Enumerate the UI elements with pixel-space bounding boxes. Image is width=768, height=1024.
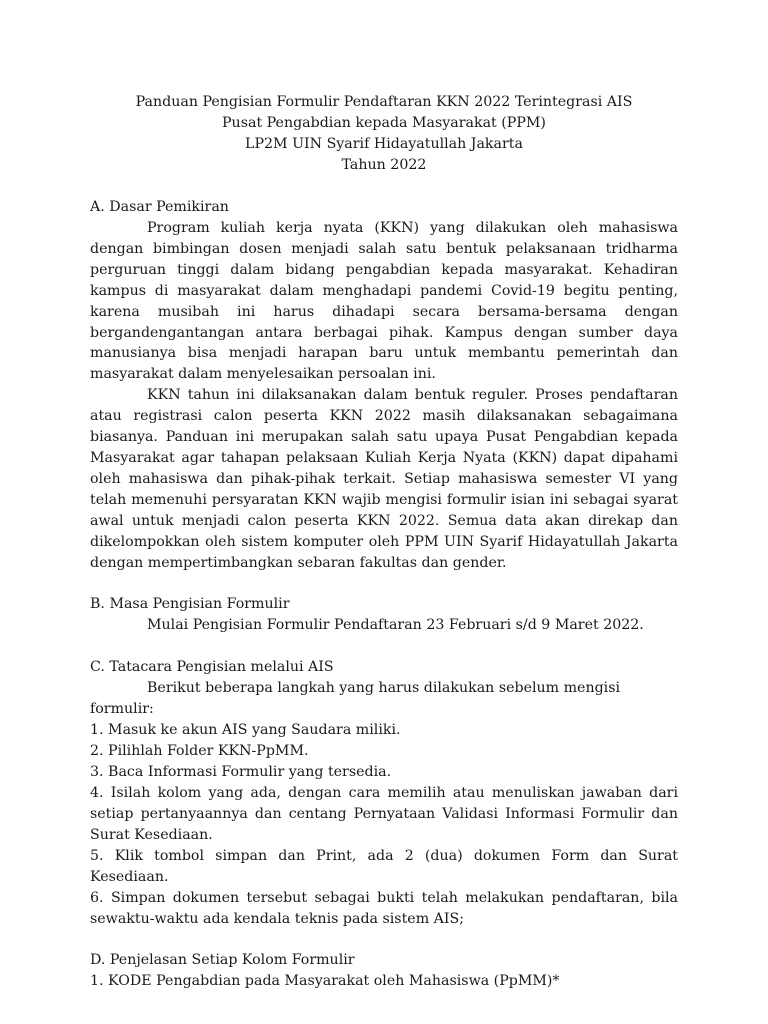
title-line-3: LP2M UIN Syarif Hidayatullah Jakarta	[245, 136, 523, 152]
section-a-paragraph-2: KKN tahun ini dilaksanakan dalam bentuk reguler. Proses pendaftaran atau registrasi calon peserta KKN 2022 masih dilaksanakan sebagaimana biasanya. Panduan ini merupakan salah satu upaya Pusat Pengabdian kepada Masyarakat agar tahapan pelaksaan Kuliah Kerja Nyata (KKN) dapat dipahami oleh mahasiswa dan pihak-pihak terkait. Setiap mahasiswa semester VI yang telah memenuhi persyaratan KKN wajib mengisi formulir isian ini sebagai syarat awal untuk menjadi calon peserta KKN 2022. Semua data akan direkap dan dikelompokkan oleh sistem komputer oleh PPM UIN Syarif Hidayatullah Jakarta dengan mempertimbangkan sebaran fakultas dan gender.	[90, 387, 678, 571]
section-b	[90, 594, 678, 636]
title-line-1: Panduan Pengisian Formulir Pendaftaran KKN 2022 Terintegrasi AIS	[135, 94, 633, 110]
title-line-4: Tahun 2022	[341, 157, 427, 173]
list-item: 3. Baca Informasi Formulir yang tersedia.	[90, 764, 392, 781]
list-item: 5. Klik tombol simpan dan Print, ada 2 (dua) dokumen Form dan Surat Kesediaan.	[90, 847, 678, 885]
section-d-heading: D. Penjelasan Setiap Kolom Formulir	[90, 952, 355, 969]
list-item: 1. Masuk ke akun AIS yang Saudara miliki.	[90, 722, 401, 739]
list-item: 2. Pilihlah Folder KKN-PpMM.	[90, 743, 309, 760]
section-d	[90, 950, 678, 992]
document-title	[90, 92, 678, 176]
section-a	[90, 197, 678, 573]
section-c-intro: Berikut beberapa langkah yang harus dilakukan sebelum mengisi formulir:	[90, 680, 621, 718]
list-item: 6. Simpan dokumen tersebut sebagai bukti telah melakukan pendaftaran, bila sewaktu-waktu ada kendala teknis pada sistem AIS;	[90, 889, 678, 927]
section-b-heading: B. Masa Pengisian Formulir	[90, 596, 290, 613]
section-c	[90, 657, 678, 929]
section-a-paragraph-1: Program kuliah kerja nyata (KKN) yang dilakukan oleh mahasiswa dengan bimbingan dosen menjadi salah satu bentuk pelaksanaan tridharma perguruan tinggi dalam bidang pengabdian kepada masyarakat. Kehadiran kampus di masyarakat dalam menghadapi pandemi Covid-19 begitu penting, karena musibah ini harus dihadapi secara bersama-bersama dengan bergandengantangan antara berbagai pihak. Kampus dengan sumber daya manusianya bisa menjadi harapan baru untuk membantu pemerintah dan masyarakat dalam menyelesaikan persoalan ini.	[90, 220, 678, 383]
section-d-item-1: 1. KODE Pengabdian pada Masyarakat oleh Mahasiswa (PpMM)*	[90, 973, 560, 990]
section-a-heading: A. Dasar Pemikiran	[90, 199, 229, 215]
title-line-2: Pusat Pengabdian kepada Masyarakat (PPM)	[222, 115, 546, 131]
section-b-text: Mulai Pengisian Formulir Pendaftaran 23 Februari s/d 9 Maret 2022.	[147, 617, 644, 634]
list-item: 4. Isilah kolom yang ada, dengan cara memilih atau menuliskan jawaban dari setiap pertanyaannya dan centang Pernyataan Validasi Informasi Formulir dan Surat Kesediaan.	[90, 785, 678, 843]
section-c-heading: C. Tatacara Pengisian melalui AIS	[90, 659, 334, 676]
